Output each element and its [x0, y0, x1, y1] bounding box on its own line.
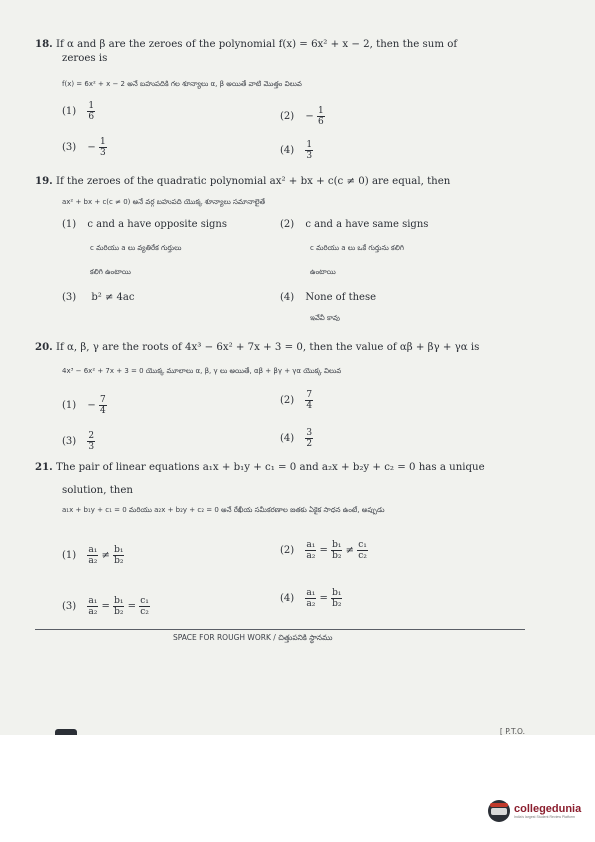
fraction: $\frac{\text{a₁}}{\text{a₂}}$ — [306, 540, 316, 561]
option-1 — [62, 101, 95, 122]
fraction: $\frac{1}{3}$ — [99, 137, 106, 158]
pto-label: [ P.T.O. — [499, 727, 525, 735]
fraction: $\frac{\text{c₁}}{\text{c₂}}$ — [358, 540, 367, 561]
option-label: (2) — [280, 395, 295, 406]
telugu-translation: 4x³ − 6x² + 7x + 3 = 0 యొక్క మూలాలు α, β, γ లు అయితే, αβ + βγ + γα యొక్క విలువ — [62, 367, 342, 375]
telugu-option-1: c మరియు a లు వ్యతిరేక గుర్తులు — [90, 244, 182, 252]
option-label: (4) — [280, 433, 295, 444]
fraction: $\frac{\text{b₁}}{\text{b₂}}$ — [332, 588, 342, 609]
option-label: (3) — [62, 436, 77, 447]
question-text: The pair of linear equations a₁x + b₁y + c₁ = 0 and a₂x + b₂y + c₂ = 0 has a unique — [55, 462, 485, 473]
fraction: $\frac{7}{4}$ — [306, 390, 313, 411]
collegedunia-logo — [488, 800, 581, 822]
telugu-option-2-cont: ఉంటాయి — [310, 268, 336, 276]
option-label: (2) — [280, 111, 295, 122]
option-2 — [280, 219, 428, 230]
relation-sign: = — [319, 593, 328, 604]
telugu-option-2: c మరియు a లు ఒకే గుర్తును కలిగి — [310, 244, 404, 252]
telugu-translation: ax² + bx + c(c ≠ 0) అనే వర్గ బహుపది యొక్క శూన్యాలు సమానాలైతే — [62, 198, 266, 206]
fraction: $\frac{\text{a₁}}{\text{a₂}}$ — [306, 588, 316, 609]
option-3 — [62, 292, 134, 303]
telugu-option-4: ఇవేవీ కావు — [310, 314, 340, 322]
rough-work-label: SPACE FOR ROUGH WORK / చిత్తుపనికి స్థానము — [173, 633, 333, 642]
option-4 — [280, 428, 313, 449]
fraction: $\frac{\text{b₁}}{\text{b₂}}$ — [332, 540, 342, 561]
relation-sign: ≠ — [101, 550, 110, 561]
graduate-avatar-icon — [488, 800, 510, 822]
option-3 — [62, 137, 107, 158]
option-2 — [280, 390, 313, 411]
relation-sign: = — [101, 601, 110, 612]
question-text: If the zeroes of the quadratic polynomial ax² + bx + c(c ≠ 0) are equal, then — [55, 176, 451, 187]
question-text: If α and β are the zeroes of the polynomial f(x) = 6x² + x − 2, then the sum of — [55, 39, 458, 50]
page-edge-mark — [55, 729, 77, 735]
option-1 — [62, 219, 227, 230]
question-18 — [35, 38, 457, 50]
option-2 — [280, 540, 368, 561]
relation-sign: ≠ — [345, 545, 355, 556]
option-2 — [280, 106, 325, 127]
fraction: $\frac{7}{4}$ — [99, 395, 106, 416]
question-text-cont: solution, then — [62, 485, 133, 496]
option-label: (1) — [62, 550, 77, 561]
option-text: b² ≠ 4ac — [91, 292, 135, 303]
logo-tagline: India's largest Student Review Platform — [514, 815, 575, 819]
telugu-translation: a₁x + b₁y + c₁ = 0 మరియు a₂x + b₂y + c₂ = 0 అనే రేఖీయ సమీకరణాల జతకు ఏకైక సాధన ఉంటే, అప్పుడు — [62, 506, 385, 514]
option-label: (2) — [280, 219, 295, 230]
option-label: (4) — [280, 593, 295, 604]
fraction: $\frac{\text{b₁}}{\text{b₂}}$ — [114, 545, 124, 566]
option-3 — [62, 596, 150, 617]
minus-sign: − — [305, 111, 314, 122]
minus-sign: − — [87, 400, 96, 411]
fraction: $\frac{3}{2}$ — [306, 428, 313, 449]
fraction: $\frac{\text{b₁}}{\text{b₂}}$ — [114, 596, 124, 617]
question-number: 19. — [35, 175, 53, 187]
question-19 — [35, 175, 450, 187]
fraction: $\frac{\text{a₁}}{\text{a₂}}$ — [88, 596, 98, 617]
option-label: (4) — [280, 292, 295, 303]
option-4 — [280, 140, 313, 161]
telugu-option-1-cont: కలిగి ఉంటాయి — [90, 268, 131, 276]
option-4 — [280, 292, 376, 303]
divider-rule — [35, 629, 525, 630]
relation-sign: = — [319, 545, 328, 556]
option-label: (2) — [280, 545, 295, 556]
option-1 — [62, 395, 107, 416]
option-text: c and a have same signs — [305, 219, 429, 230]
option-text: None of these — [305, 292, 376, 303]
telugu-translation: f(x) = 6x² + x − 2 అనే బహుపదికి గల శూన్యాలు α, β అయితే వాటి మొత్తం విలువ — [62, 80, 302, 88]
option-label: (3) — [62, 292, 77, 303]
option-4 — [280, 588, 342, 609]
question-number: 20. — [35, 341, 53, 353]
fraction: $\frac{\text{a₁}}{\text{a₂}}$ — [88, 545, 98, 566]
option-3 — [62, 431, 95, 452]
option-label: (1) — [62, 400, 77, 411]
question-20 — [35, 341, 479, 353]
minus-sign: − — [87, 142, 96, 153]
question-number: 18. — [35, 38, 53, 50]
option-label: (3) — [62, 601, 77, 612]
question-number: 21. — [35, 461, 53, 473]
option-label: (4) — [280, 145, 295, 156]
question-text-cont: zeroes is — [62, 53, 108, 64]
fraction: $\frac{\text{c₁}}{\text{c₂}}$ — [140, 596, 149, 617]
option-label: (1) — [62, 106, 77, 117]
fraction: $\frac{1}{3}$ — [306, 140, 313, 161]
option-1 — [62, 545, 124, 566]
option-label: (1) — [62, 219, 77, 230]
logo-name: collegedunia — [514, 803, 582, 815]
fraction: $\frac{1}{6}$ — [317, 106, 324, 127]
relation-sign: = — [127, 601, 137, 612]
fraction: $\frac{1}{6}$ — [88, 101, 95, 122]
option-label: (3) — [62, 142, 77, 153]
fraction: $\frac{2}{3}$ — [88, 431, 95, 452]
question-21 — [35, 461, 485, 473]
question-text: If α, β, γ are the roots of 4x³ − 6x² + 7x + 3 = 0, then the value of αβ + βγ + γα is — [55, 342, 480, 353]
option-text: c and a have opposite signs — [87, 219, 228, 230]
